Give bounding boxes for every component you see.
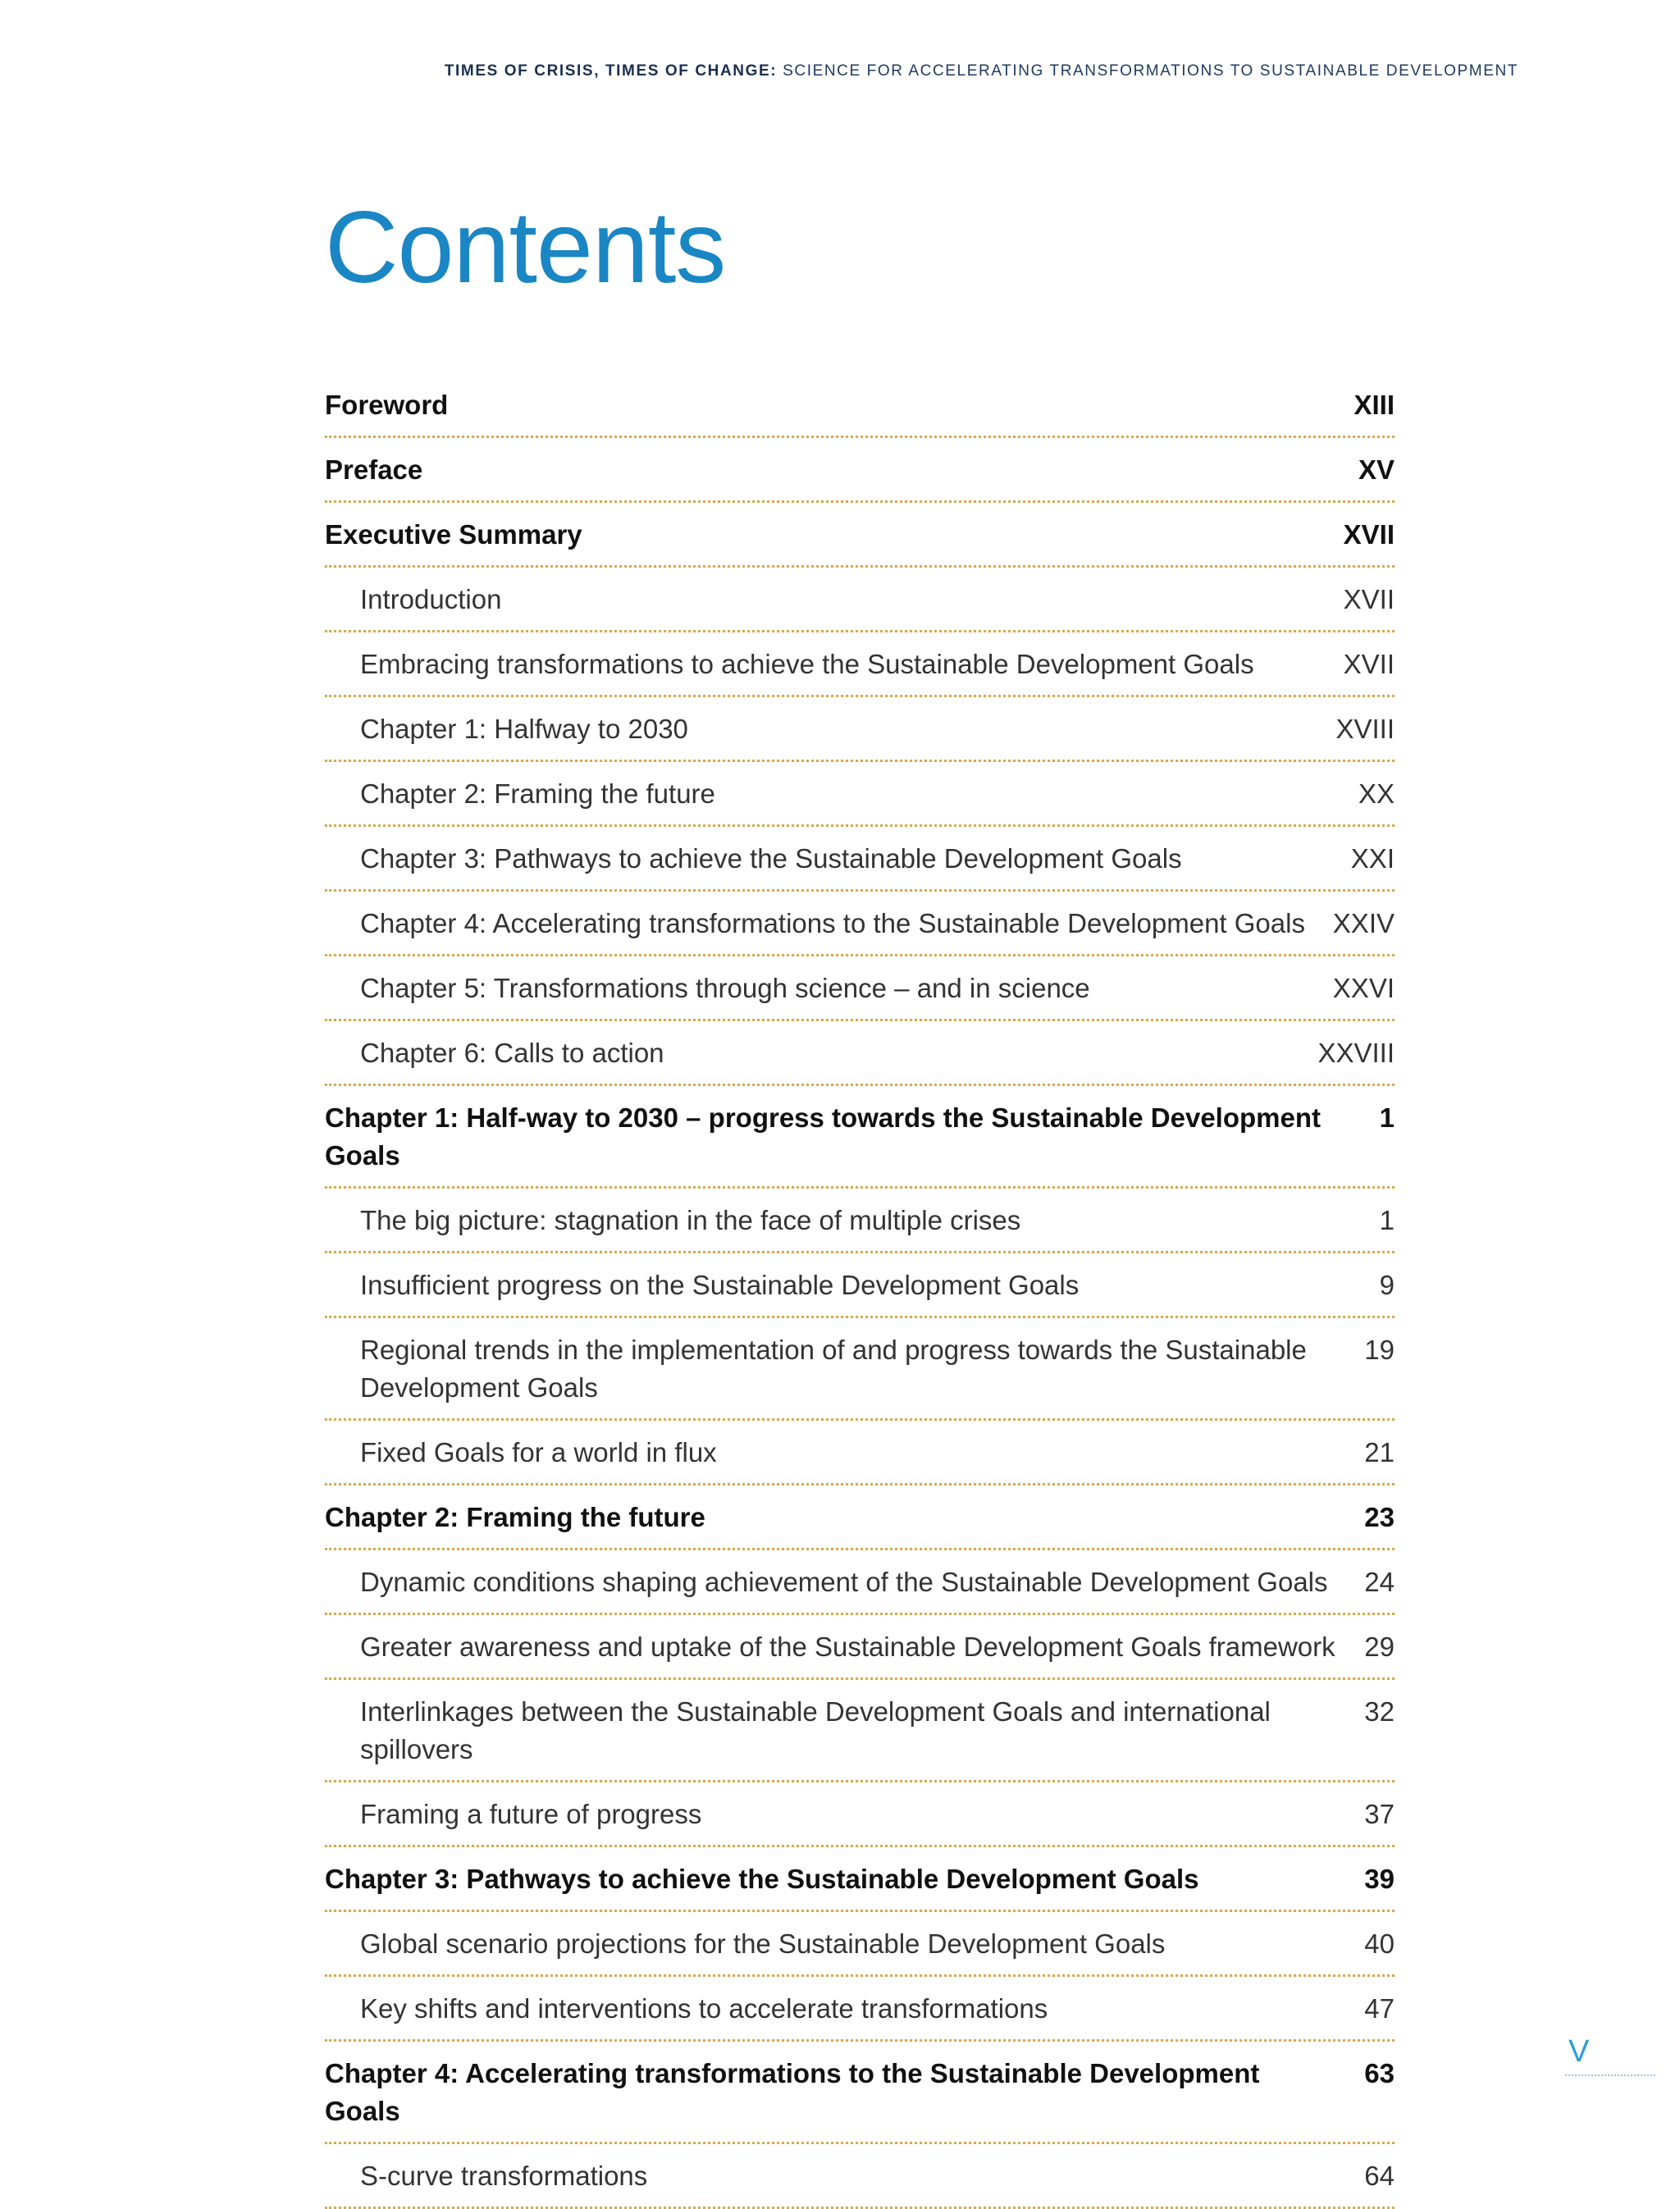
toc-subsection-entry[interactable] — [325, 1680, 1395, 1782]
toc-subsection-entry[interactable] — [325, 1912, 1395, 1977]
toc-entry-title: Interlinkages between the Sustainable Development Goals and international spillovers — [360, 1696, 1271, 1764]
running-header-title: TIMES OF CRISIS, TIMES OF CHANGE: — [444, 62, 778, 80]
toc-entry-page: XXIV — [1332, 908, 1395, 938]
toc-entry-title: Chapter 4: Accelerating transformations to the Sustainable Development Goals — [325, 2058, 1260, 2126]
toc-entry-title: Framing a future of progress — [360, 1799, 702, 1829]
toc-subsection-entry[interactable] — [325, 1253, 1395, 1318]
toc-entry-title: Foreword — [325, 390, 449, 420]
toc-section-entry[interactable] — [325, 2042, 1395, 2144]
toc-entry-page: XVII — [1343, 519, 1395, 550]
toc-entry-page: 47 — [1364, 1993, 1395, 2024]
toc-section-entry[interactable] — [325, 438, 1395, 503]
toc-entry-title: Executive Summary — [325, 519, 582, 550]
toc-entry-page: 37 — [1364, 1799, 1395, 1829]
toc-entry-page: 39 — [1364, 1864, 1395, 1894]
toc-entry-page: 1 — [1379, 1102, 1395, 1133]
toc-section-entry[interactable] — [325, 1486, 1395, 1550]
toc-entry-page: 40 — [1364, 1928, 1395, 1959]
toc-entry-page: 32 — [1364, 1696, 1395, 1727]
toc-entry-title: Chapter 2: Framing the future — [325, 1502, 705, 1532]
toc-entry-page: XXVI — [1332, 973, 1395, 1003]
toc-entry-title: Chapter 6: Calls to action — [360, 1038, 664, 1068]
toc-subsection-entry[interactable] — [325, 1615, 1395, 1680]
toc-section-entry[interactable] — [325, 503, 1395, 568]
toc-entry-title: Introduction — [360, 584, 502, 614]
toc-section-entry[interactable] — [325, 373, 1395, 438]
toc-subsection-entry[interactable] — [325, 632, 1395, 697]
table-of-contents — [325, 373, 1395, 2209]
toc-subsection-entry[interactable] — [325, 762, 1395, 827]
toc-subsection-entry[interactable] — [325, 1782, 1395, 1847]
toc-subsection-entry[interactable] — [325, 1977, 1395, 2042]
toc-entry-page: 1 — [1379, 1205, 1395, 1235]
toc-entry-page: 29 — [1364, 1632, 1395, 1662]
toc-entry-title: Chapter 1: Half-way to 2030 – progress towards the Sustainable Development Goals — [325, 1102, 1322, 1171]
toc-entry-page: 23 — [1364, 1502, 1395, 1532]
toc-subsection-entry[interactable] — [325, 697, 1395, 762]
toc-entry-page: XXI — [1350, 843, 1395, 874]
toc-subsection-entry[interactable] — [325, 1318, 1395, 1421]
toc-entry-title: Chapter 1: Halfway to 2030 — [360, 714, 688, 744]
toc-entry-title: Global scenario projections for the Sustainable Development Goals — [360, 1928, 1166, 1959]
toc-entry-title: Chapter 3: Pathways to achieve the Sustainable Development Goals — [360, 843, 1182, 874]
toc-entry-title: Chapter 4: Accelerating transformations to the Sustainable Development Goals — [360, 908, 1305, 938]
toc-entry-page: XX — [1358, 778, 1395, 809]
toc-entry-title: Dynamic conditions shaping achievement of the Sustainable Development Goals — [360, 1567, 1328, 1597]
toc-entry-page: XVII — [1343, 649, 1395, 679]
toc-entry-title: S-curve transformations — [360, 2161, 648, 2191]
toc-entry-title: Insufficient progress on the Sustainable Development Goals — [360, 1270, 1080, 1300]
toc-subsection-entry[interactable] — [325, 1021, 1395, 1086]
toc-entry-title: Chapter 5: Transformations through science – and in science — [360, 973, 1090, 1003]
running-header-subtitle: SCIENCE FOR ACCELERATING TRANSFORMATIONS TO SUSTAINABLE DEVELOPMENT — [777, 62, 1518, 80]
toc-entry-title: Fixed Goals for a world in flux — [360, 1437, 717, 1467]
toc-entry-title: Greater awareness and uptake of the Sustainable Development Goals framework — [360, 1632, 1335, 1662]
toc-entry-title: Chapter 2: Framing the future — [360, 778, 715, 809]
toc-subsection-entry[interactable] — [325, 1550, 1395, 1615]
toc-subsection-entry[interactable] — [325, 1421, 1395, 1486]
toc-entry-page: 19 — [1364, 1335, 1395, 1365]
toc-entry-page: 9 — [1379, 1270, 1395, 1300]
toc-subsection-entry[interactable] — [325, 956, 1395, 1021]
page-title: Contents — [325, 191, 726, 304]
toc-entry-page: XIII — [1354, 390, 1395, 420]
toc-entry-page: XVIII — [1335, 714, 1395, 744]
toc-entry-page: 63 — [1364, 2058, 1395, 2088]
toc-subsection-entry[interactable] — [325, 568, 1395, 632]
toc-subsection-entry[interactable] — [325, 1189, 1395, 1253]
toc-section-entry[interactable] — [325, 1847, 1395, 1912]
toc-entry-page: XVII — [1343, 584, 1395, 614]
toc-entry-title: Key shifts and interventions to accelerate transformations — [360, 1993, 1048, 2024]
toc-entry-page: 64 — [1364, 2161, 1395, 2191]
toc-entry-title: Regional trends in the implementation of and progress towards the Sustainable Development Goals — [360, 1335, 1307, 1403]
toc-entry-page: 21 — [1364, 1437, 1395, 1467]
toc-section-entry[interactable] — [325, 1086, 1395, 1189]
toc-entry-title: Chapter 3: Pathways to achieve the Sustainable Development Goals — [325, 1864, 1199, 1894]
toc-subsection-entry[interactable] — [325, 892, 1395, 956]
toc-entry-page: XV — [1358, 454, 1395, 485]
toc-subsection-entry[interactable] — [325, 827, 1395, 892]
toc-entry-title: The big picture: stagnation in the face of multiple crises — [360, 1205, 1021, 1235]
toc-entry-page: 24 — [1364, 1567, 1395, 1597]
toc-entry-title: Embracing transformations to achieve the Sustainable Development Goals — [360, 649, 1254, 679]
toc-entry-page: XXVIII — [1317, 1038, 1395, 1068]
page-number: V — [1565, 2034, 1655, 2076]
toc-subsection-entry[interactable] — [325, 2144, 1395, 2209]
toc-entry-title: Preface — [325, 454, 423, 485]
running-header — [445, 62, 1518, 80]
